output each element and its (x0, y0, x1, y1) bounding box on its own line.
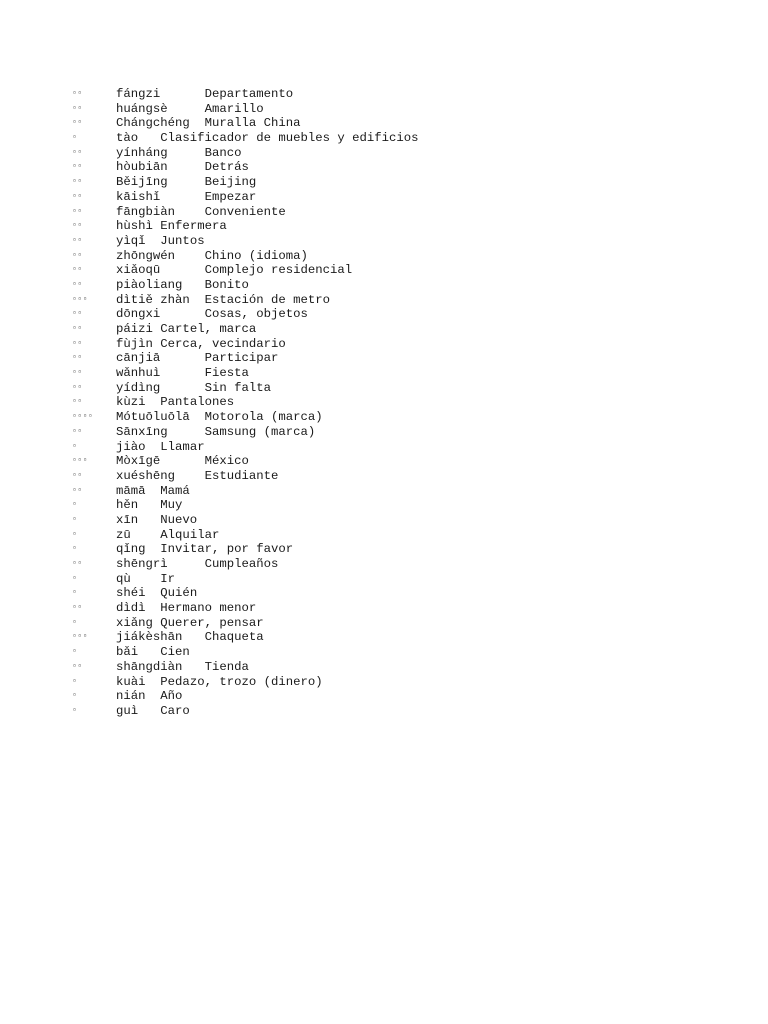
hanzi-placeholder-glyphs: ▫ (72, 647, 78, 657)
hanzi-placeholder-glyphs: ▫▫ (72, 338, 83, 348)
vocab-row (72, 278, 419, 293)
spanish-meaning: Pedazo, trozo (dinero) (160, 674, 323, 689)
vocab-row (72, 528, 419, 543)
pinyin-text: wǎnhuì (116, 366, 161, 381)
column-spacing (131, 572, 161, 586)
spanish-meaning: Juntos (160, 233, 205, 248)
vocab-row (72, 219, 419, 234)
spanish-meaning: Samsung (marca) (204, 424, 316, 439)
pinyin-text: Sānxīng (116, 424, 168, 439)
hanzi-placeholder-glyphs: ▫▫ (72, 426, 83, 436)
hanzi-placeholder-glyphs: ▫ (72, 617, 78, 627)
column-spacing (146, 601, 161, 615)
column-spacing (190, 116, 205, 130)
vocab-row (72, 205, 419, 220)
hanzi-placeholder-glyphs: ▫▫ (72, 147, 83, 157)
spanish-meaning: Conveniente (204, 204, 286, 219)
spanish-meaning: Bonito (204, 277, 249, 292)
vocab-row (72, 454, 419, 469)
column-spacing (138, 645, 160, 659)
spanish-meaning: Departamento (204, 87, 294, 101)
vocab-row (72, 131, 419, 146)
pinyin-text: Běijīng (116, 175, 168, 190)
vocab-row (72, 337, 419, 352)
column-spacing (175, 469, 205, 483)
hanzi-placeholder-glyphs: ▫▫ (72, 118, 83, 128)
column-spacing (160, 366, 204, 380)
column-spacing (160, 263, 204, 277)
pinyin-text: fùjìn (116, 336, 153, 351)
vocab-row (72, 586, 419, 601)
column-spacing (146, 440, 161, 454)
column-spacing (168, 160, 205, 174)
vocab-row (72, 249, 419, 264)
hanzi-placeholder-glyphs: ▫▫ (72, 89, 83, 98)
hanzi-placeholder-glyphs: ▫ (72, 544, 78, 554)
spanish-meaning: Muralla China (204, 116, 301, 131)
spanish-meaning: Llamar (160, 439, 205, 454)
spanish-meaning: Banco (204, 145, 242, 160)
spanish-meaning: Fiesta (204, 366, 249, 381)
spanish-meaning: Estación de metro (204, 292, 331, 307)
spanish-meaning: Nuevo (160, 512, 198, 527)
vocab-row (72, 190, 419, 205)
vocab-row (72, 381, 419, 396)
pinyin-text: hùshì (116, 219, 153, 234)
pinyin-text: yìqǐ (116, 233, 146, 248)
vocab-row (72, 542, 419, 557)
column-spacing (182, 278, 204, 292)
column-spacing (138, 131, 160, 145)
hanzi-placeholder-glyphs: ▫▫▫ (72, 632, 88, 642)
column-spacing (160, 190, 204, 204)
column-spacing (160, 381, 204, 395)
vocab-row (72, 87, 419, 102)
hanzi-placeholder-glyphs: ▫▫ (72, 103, 83, 113)
spanish-meaning: Cumpleaños (204, 557, 279, 571)
pinyin-text: páizi (116, 322, 153, 336)
vocab-row (72, 675, 419, 690)
spanish-meaning: Cerca, vecindario (160, 336, 286, 351)
spanish-meaning: Chaqueta (204, 630, 264, 645)
pinyin-text: dōngxi (116, 307, 161, 322)
vocab-row (72, 410, 419, 425)
pinyin-text: Chángchéng (116, 116, 190, 131)
hanzi-placeholder-glyphs: ▫ (72, 133, 78, 143)
column-spacing (182, 630, 204, 644)
hanzi-placeholder-glyphs: ▫▫ (72, 235, 83, 245)
hanzi-placeholder-glyphs: ▫ (72, 691, 78, 701)
vocab-row (72, 557, 419, 572)
hanzi-placeholder-glyphs: ▫ (72, 514, 78, 524)
spanish-meaning: Mamá (160, 483, 190, 498)
spanish-meaning: Alquilar (160, 527, 220, 542)
pinyin-text: zhōngwén (116, 248, 176, 263)
column-spacing (146, 395, 161, 409)
vocab-row (72, 395, 419, 410)
column-spacing (146, 586, 161, 600)
pinyin-text: hòubiān (116, 160, 168, 175)
vocab-row (72, 645, 419, 660)
hanzi-placeholder-glyphs: ▫▫▫ (72, 456, 88, 466)
spanish-meaning: Querer, pensar (160, 615, 264, 630)
vocab-row (72, 469, 419, 484)
pinyin-text: guì (116, 703, 139, 718)
hanzi-placeholder-glyphs: ▫▫ (72, 661, 83, 671)
spanish-meaning: Invitar, por favor (160, 542, 294, 557)
hanzi-placeholder-glyphs: ▫ (72, 529, 78, 539)
spanish-meaning: Empezar (204, 189, 257, 204)
vocab-row (72, 572, 419, 587)
spanish-meaning: Cartel, marca (160, 322, 257, 336)
spanish-meaning: Motorola (marca) (204, 410, 323, 425)
vocab-row (72, 293, 419, 308)
pinyin-text: māmā (116, 483, 146, 498)
vocab-row (72, 689, 419, 704)
hanzi-placeholder-glyphs: ▫▫▫ (72, 294, 88, 304)
spanish-meaning: Beijing (204, 175, 257, 190)
pinyin-text: cānjiā (116, 351, 161, 366)
spanish-meaning: Muy (160, 498, 183, 513)
pinyin-text: piàoliang (116, 277, 183, 292)
hanzi-placeholder-glyphs: ▫▫ (72, 324, 83, 333)
hanzi-placeholder-glyphs: ▫▫ (72, 485, 83, 495)
hanzi-placeholder-glyphs: ▫ (72, 573, 78, 583)
vocab-row (72, 234, 419, 249)
pinyin-text: fāngbiàn (116, 204, 176, 219)
hanzi-placeholder-glyphs: ▫▫ (72, 177, 83, 187)
hanzi-placeholder-glyphs: ▫▫ (72, 250, 83, 260)
pinyin-text: jiào (116, 439, 146, 454)
pinyin-text: xiǎng (116, 615, 153, 630)
hanzi-placeholder-glyphs: ▫▫ (72, 397, 83, 407)
column-spacing (190, 410, 205, 424)
pinyin-text: xuéshēng (116, 468, 176, 483)
spanish-meaning: Amarillo (204, 101, 264, 116)
spanish-meaning: Clasificador de muebles y edificios (160, 131, 419, 146)
hanzi-placeholder-glyphs: ▫▫ (72, 353, 83, 363)
spanish-meaning: Cien (160, 645, 190, 660)
hanzi-placeholder-glyphs: ▫▫ (72, 221, 83, 231)
pinyin-text: kuài (116, 674, 146, 689)
vocab-row (72, 616, 419, 631)
column-spacing (146, 484, 161, 498)
pinyin-text: nián (116, 689, 146, 704)
pinyin-text: xīn (116, 512, 139, 527)
column-spacing (168, 175, 205, 189)
pinyin-text: xiǎoqū (116, 263, 161, 278)
spanish-meaning: Detrás (204, 160, 249, 175)
vocab-row (72, 116, 419, 131)
vocab-row (72, 425, 419, 440)
vocabulary-list (72, 87, 419, 719)
pinyin-text: bǎi (116, 645, 139, 660)
spanish-meaning: Enfermera (160, 219, 227, 234)
spanish-meaning: Cosas, objetos (204, 307, 308, 322)
column-spacing (168, 146, 205, 160)
hanzi-placeholder-glyphs: ▫ (72, 588, 78, 598)
hanzi-placeholder-glyphs: ▫ (72, 705, 78, 715)
hanzi-placeholder-glyphs: ▫▫ (72, 368, 83, 378)
vocab-row (72, 513, 419, 528)
vocab-row (72, 102, 419, 117)
column-spacing (138, 513, 160, 527)
pinyin-text: Mòxīgē (116, 454, 161, 469)
vocab-row (72, 440, 419, 455)
pinyin-text: hěn (116, 498, 139, 513)
column-spacing (160, 351, 204, 365)
hanzi-placeholder-glyphs: ▫ (72, 500, 78, 510)
hanzi-placeholder-glyphs: ▫▫ (72, 265, 83, 275)
spanish-meaning: Quién (160, 586, 198, 601)
spanish-meaning: Hermano menor (160, 601, 257, 616)
hanzi-placeholder-glyphs: ▫ (72, 676, 78, 686)
pinyin-text: qù (116, 571, 131, 586)
vocab-row (72, 484, 419, 499)
spanish-meaning: Ir (160, 571, 176, 586)
vocab-row (72, 322, 419, 337)
hanzi-placeholder-glyphs: ▫▫ (72, 470, 83, 480)
spanish-meaning: Chino (idioma) (204, 248, 308, 263)
pinyin-text: Mótuōluōlā (116, 410, 190, 425)
spanish-meaning: Sin falta (204, 380, 271, 395)
vocab-row (72, 601, 419, 616)
pinyin-text: tào (116, 131, 139, 146)
pinyin-text: dìdì (116, 601, 146, 616)
spanish-meaning: Estudiante (204, 468, 279, 483)
column-spacing (168, 102, 205, 116)
column-spacing (138, 704, 160, 718)
column-spacing (190, 293, 205, 307)
vocab-row (72, 146, 419, 161)
pinyin-text: fángzi (116, 87, 161, 101)
vocab-row (72, 660, 419, 675)
vocab-row (72, 351, 419, 366)
pinyin-text: huángsè (116, 101, 168, 116)
hanzi-placeholder-glyphs: ▫▫ (72, 603, 83, 613)
hanzi-placeholder-glyphs: ▫▫ (72, 279, 83, 289)
column-spacing (168, 425, 205, 439)
hanzi-placeholder-glyphs: ▫▫ (72, 191, 83, 201)
vocab-row (72, 498, 419, 513)
pinyin-text: shāngdiàn (116, 659, 183, 674)
column-spacing (146, 675, 161, 689)
hanzi-placeholder-glyphs: ▫▫ (72, 382, 83, 392)
column-spacing (146, 689, 161, 703)
spanish-meaning: Participar (204, 351, 279, 366)
column-spacing (131, 528, 161, 542)
column-spacing (138, 498, 160, 512)
spanish-meaning: Año (160, 689, 183, 704)
vocab-row (72, 160, 419, 175)
vocab-row (72, 307, 419, 322)
hanzi-placeholder-glyphs: ▫▫ (72, 206, 83, 216)
pinyin-text: shéi (116, 586, 146, 601)
vocab-row (72, 175, 419, 190)
vocab-row (72, 630, 419, 645)
spanish-meaning: Pantalones (160, 395, 235, 410)
hanzi-placeholder-glyphs: ▫▫ (72, 162, 83, 172)
spanish-meaning: Complejo residencial (204, 263, 353, 278)
column-spacing (146, 234, 161, 248)
column-spacing (182, 660, 204, 674)
spanish-meaning: Tienda (204, 659, 249, 674)
hanzi-placeholder-glyphs: ▫▫▫▫ (72, 412, 94, 422)
column-spacing (160, 454, 204, 468)
hanzi-placeholder-glyphs: ▫▫ (72, 559, 83, 568)
column-spacing (175, 249, 205, 263)
pinyin-text: dìtiě zhàn (116, 292, 190, 307)
column-spacing (146, 542, 161, 556)
pinyin-text: kùzi (116, 395, 146, 410)
vocab-row (72, 704, 419, 719)
column-spacing (175, 205, 205, 219)
hanzi-placeholder-glyphs: ▫ (72, 441, 78, 451)
pinyin-text: yínháng (116, 145, 168, 160)
spanish-meaning: México (204, 454, 249, 469)
column-spacing (160, 87, 204, 101)
spanish-meaning: Caro (160, 703, 190, 718)
pinyin-text: shēngrì (116, 557, 168, 571)
column-spacing (160, 307, 204, 321)
pinyin-text: kāishǐ (116, 189, 161, 204)
hanzi-placeholder-glyphs: ▫▫ (72, 309, 83, 319)
pinyin-text: jiákèshān (116, 630, 183, 645)
column-spacing (168, 557, 205, 571)
vocab-row (72, 366, 419, 381)
pinyin-text: zū (116, 527, 131, 542)
pinyin-text: yídìng (116, 380, 161, 395)
pinyin-text: qǐng (116, 542, 146, 557)
vocab-row (72, 263, 419, 278)
